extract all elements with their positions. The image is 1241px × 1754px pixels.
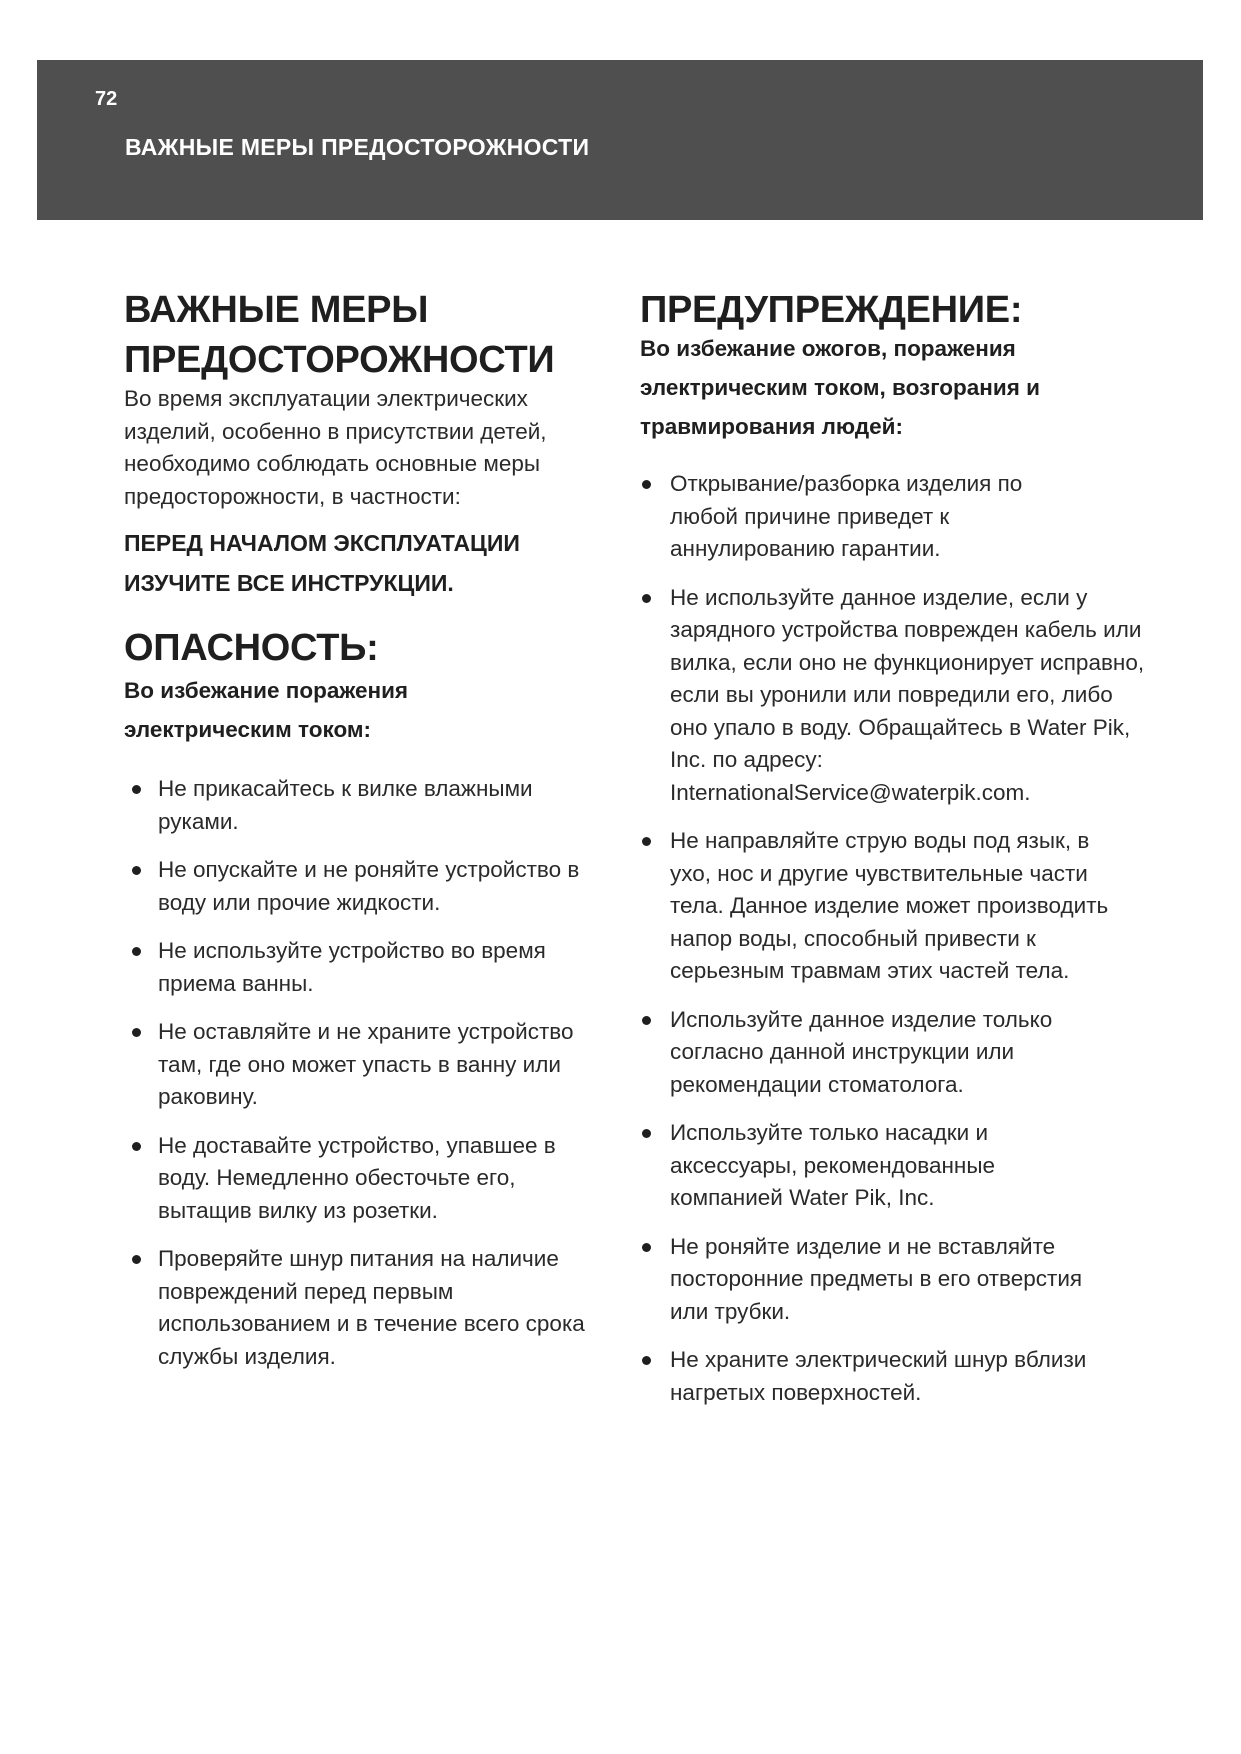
warning-subheading-line3: травмирования людей: [640,414,903,439]
right-column [640,285,1145,1409]
danger-list [124,773,614,1373]
list-item [124,854,628,919]
list-item [124,1243,628,1373]
bullet-dot-icon [642,1243,651,1252]
precautions-heading [124,285,614,385]
list-item [640,825,1135,988]
list-item-text: Используйте данное изделие только согласно данной инструкции или рекомендации стоматолога. [670,1006,1053,1097]
bullet-dot-icon [642,480,651,489]
list-item-text: Не используйте данное изделие, если у зарядного устройства поврежден кабель или вилка, если оно не функционирует исправно, если вы уронили или повредили его, либо оно упало в воду. Обращайтесь в Water Pik, Inc. по адресу: InternationalService@waterpik.com. [670,584,1145,805]
read-instructions-note [124,523,614,603]
header-band [37,60,1203,220]
read-instructions-line1: ПЕРЕД НАЧАЛОМ ЭКСПЛУАТАЦИИ [124,530,520,556]
bullet-dot-icon [642,1129,651,1138]
list-item [640,468,1070,566]
bullet-dot-icon [132,785,141,794]
list-item [640,1231,1120,1329]
header-title: ВАЖНЫЕ МЕРЫ ПРЕДОСТОРОЖНОСТИ [125,134,590,160]
bullet-dot-icon [642,837,651,846]
list-item [124,773,608,838]
precautions-heading-line2: ПРЕДОСТОРОЖНОСТИ [124,339,555,381]
left-column [124,285,614,1373]
bullet-dot-icon [642,1356,651,1365]
warning-list [640,468,1145,1409]
bullet-dot-icon [642,1016,651,1025]
list-item [124,1016,618,1114]
list-item [124,935,608,1000]
bullet-dot-icon [132,1028,141,1037]
warning-subheading-line2: электрическим током, возгорания и [640,375,1040,400]
list-item-text: Не направляйте струю воды под язык, в ухо, нос и другие чувствительные части тела. Данное изделие может производить напор воды, способный привести к серьезным травмам этих частей тела. [670,828,1109,983]
list-item-text: Не прикасайтесь к вилке влажными руками. [158,776,533,834]
list-item-text: Не оставляйте и не храните устройство там, где оно может упасть в ванну или раковину. [158,1019,574,1109]
list-item-text: Не опускайте и не роняйте устройство в воду или прочие жидкости. [158,857,580,915]
intro-paragraph: Во время эксплуатации электрических изделий, особенно в присутствии детей, необходимо соблюдать основные меры предосторожности, в частности: [124,386,547,509]
list-item [124,1130,608,1228]
list-item-text: Не используйте устройство во время приема ванны. [158,938,546,996]
bullet-dot-icon [132,866,141,875]
page-number: 72 [95,88,118,110]
list-item-text: Проверяйте шнур питания на наличие повреждений перед первым использованием и в течение всего срока службы изделия. [158,1246,585,1369]
list-item-text: Используйте только насадки и аксессуары, рекомендованные компанией Water Pik, Inc. [670,1120,996,1210]
warning-subheading [640,329,1120,446]
danger-subheading [124,671,614,749]
bullet-dot-icon [132,947,141,956]
danger-heading: ОПАСНОСТЬ: [124,627,379,669]
list-item [640,1117,1070,1215]
read-instructions-line2: ИЗУЧИТЕ ВСЕ ИНСТРУКЦИИ. [124,570,454,596]
list-item [640,582,1145,810]
danger-subheading-line2: электрическим током: [124,717,372,742]
bullet-dot-icon [132,1255,141,1264]
bullet-dot-icon [132,1142,141,1151]
list-item [640,1004,1115,1102]
warning-subheading-line1: Во избежание ожогов, поражения [640,336,1016,361]
list-item-text: Открывание/разборка изделия по любой причине приведет к аннулированию гарантии. [670,471,1023,561]
list-item-text: Не доставайте устройство, упавшее в воду. Немедленно обесточьте его, вытащив вилку из розетки. [158,1132,556,1223]
danger-subheading-line1: Во избежание поражения [124,678,409,703]
list-item-text: Не роняйте изделие и не вставляйте посторонние предметы в его отверстия или трубки. [670,1233,1083,1324]
warning-heading: ПРЕДУПРЕЖДЕНИЕ: [640,289,1023,331]
bullet-dot-icon [642,594,651,603]
list-item [640,1344,1090,1409]
precautions-heading-line1: ВАЖНЫЕ МЕРЫ [124,289,429,331]
list-item-text: Не храните электрический шнур вблизи нагретых поверхностей. [670,1347,1087,1405]
